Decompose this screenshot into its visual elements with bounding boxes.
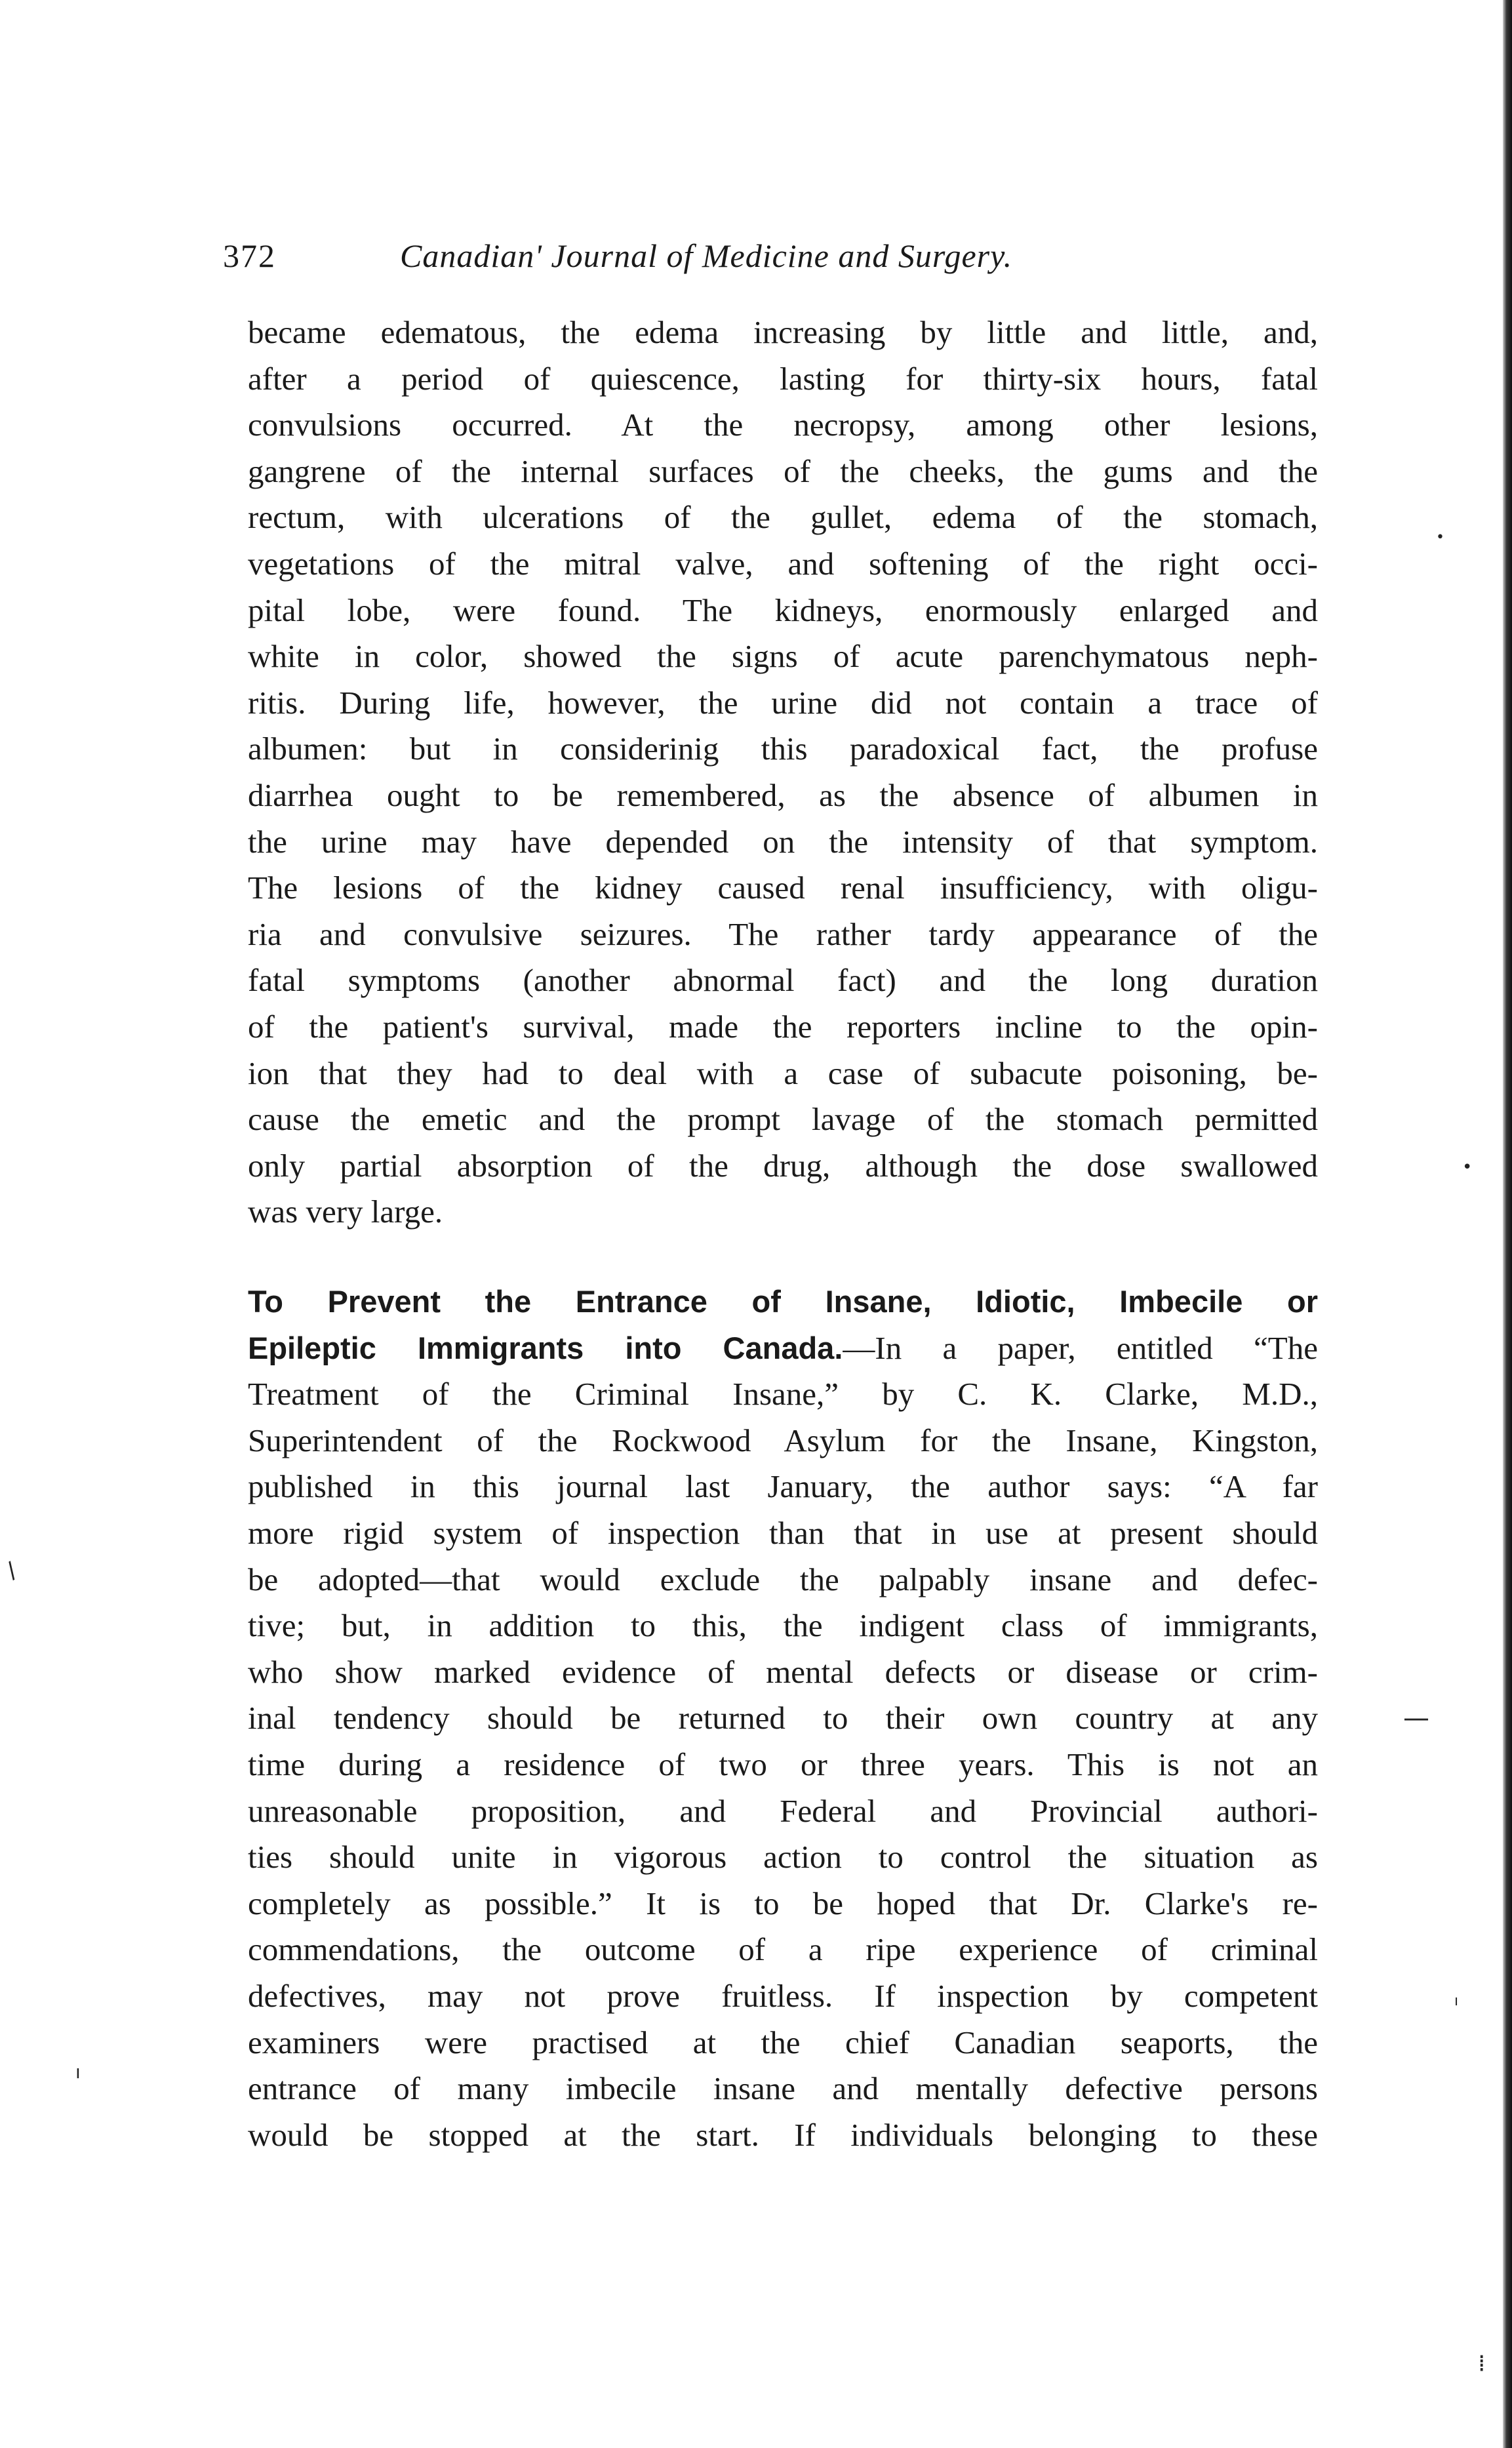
scan-speck: — xyxy=(1403,1703,1429,1733)
text-line: defectives, may not prove fruitless. If inspection by competent xyxy=(248,1977,1318,2014)
section-heading-part-2: Epileptic Immigrants into Canada. xyxy=(248,1330,843,1365)
page-binding-edge xyxy=(1503,0,1512,2448)
text-line: commendations, the outcome of a ripe experience of criminal xyxy=(248,1931,1318,1968)
text-line: gangrene of the internal surfaces of the cheeks, the gums and the xyxy=(248,452,1318,489)
text-line: be adopted—that would exclude the palpably insane and defec- xyxy=(248,1561,1318,1597)
text-line: cause the emetic and the prompt lavage of the stomach permitted xyxy=(248,1101,1318,1138)
text-line: of the patient's survival, made the reporters incline to the opin- xyxy=(248,1008,1318,1045)
text-line: the urine may have depended on the intensity of that symptom. xyxy=(248,823,1318,860)
scan-speck: • xyxy=(1436,529,1444,546)
text-line: albumen: but in considerinig this paradoxical fact, the profuse xyxy=(248,731,1318,767)
text-line: inal tendency should be returned to their own country at any xyxy=(248,1700,1318,1736)
text-line: white in color, showed the signs of acute parenchymatous neph- xyxy=(248,638,1318,675)
text-line: pital lobe, were found. The kidneys, enormously enlarged and xyxy=(248,592,1318,628)
section-heading-line xyxy=(248,1279,1318,1325)
running-header xyxy=(223,230,1338,282)
text-line: examiners were practised at the chief Canadian seaports, the xyxy=(248,2024,1318,2060)
scan-speck: ⁞ xyxy=(1478,2350,1486,2377)
text-line: convulsions occurred. At the necropsy, among other lesions, xyxy=(248,407,1318,443)
text-line: The lesions of the kidney caused renal insufficiency, with oligu- xyxy=(248,870,1318,906)
text-line: vegetations of the mitral valve, and softening of the right occi- xyxy=(248,545,1318,582)
scan-speck: ı xyxy=(1454,1993,1459,2009)
text-run: —In a paper, entitled “The xyxy=(843,1329,1318,1366)
scan-speck: • xyxy=(1462,1157,1473,1177)
text-line: who show marked evidence of mental defects or disease or crim- xyxy=(248,1653,1318,1690)
text-line: was very large. xyxy=(248,1194,443,1230)
paragraph-immigrant-inspection xyxy=(248,1279,1318,2158)
text-line: ria and convulsive seizures. The rather tardy appearance of the xyxy=(248,915,1318,952)
scan-speck: ı xyxy=(75,2061,81,2083)
text-line: fatal symptoms (another abnormal fact) and the long duration xyxy=(248,962,1318,999)
text-line: time during a residence of two or three years. This is not an xyxy=(248,1746,1318,1782)
text-line: Superintendent of the Rockwood Asylum for the Insane, Kingston, xyxy=(248,1422,1318,1458)
text-line xyxy=(248,1325,1318,1372)
scan-speck: / xyxy=(1,1557,22,1584)
running-title: Canadian' Journal of Medicine and Surgery. xyxy=(400,237,1013,274)
text-line: published in this journal last January, the author says: “A far xyxy=(248,1468,1318,1505)
text-line: Treatment of the Criminal Insane,” by C. K. Clarke, M.D., xyxy=(248,1376,1318,1413)
section-heading-part-1: To Prevent the Entrance of Insane, Idiotic, Imbecile or xyxy=(248,1284,1318,1319)
paragraph-necropsy-report xyxy=(248,310,1318,1235)
text-line: ion that they had to deal with a case of subacute poisoning, be- xyxy=(248,1054,1318,1091)
text-line: ritis. During life, however, the urine did not contain a trace of xyxy=(248,684,1318,721)
text-line: only partial absorption of the drug, although the dose swallowed xyxy=(248,1147,1318,1184)
text-line: more rigid system of inspection than that in use at present should xyxy=(248,1514,1318,1551)
text-line: after a period of quiescence, lasting for thirty-six hours, fatal xyxy=(248,360,1318,397)
text-line: diarrhea ought to be remembered, as the absence of albumen in xyxy=(248,776,1318,813)
text-line: rectum, with ulcerations of the gullet, edema of the stomach, xyxy=(248,499,1318,536)
text-line: entrance of many imbecile insane and mentally defective persons xyxy=(248,2070,1318,2107)
text-line: tive; but, in addition to this, the indigent class of immigrants, xyxy=(248,1607,1318,1644)
text-line: ties should unite in vigorous action to control the situation as xyxy=(248,1839,1318,1876)
text-line: became edematous, the edema increasing by little and little, and, xyxy=(248,314,1318,350)
text-line: unreasonable proposition, and Federal and Provincial authori- xyxy=(248,1792,1318,1829)
text-line: would be stopped at the start. If individuals belonging to these xyxy=(248,2116,1318,2153)
page-number: 372 xyxy=(223,237,276,274)
text-line: completely as possible.” It is to be hoped that Dr. Clarke's re- xyxy=(248,1885,1318,1921)
